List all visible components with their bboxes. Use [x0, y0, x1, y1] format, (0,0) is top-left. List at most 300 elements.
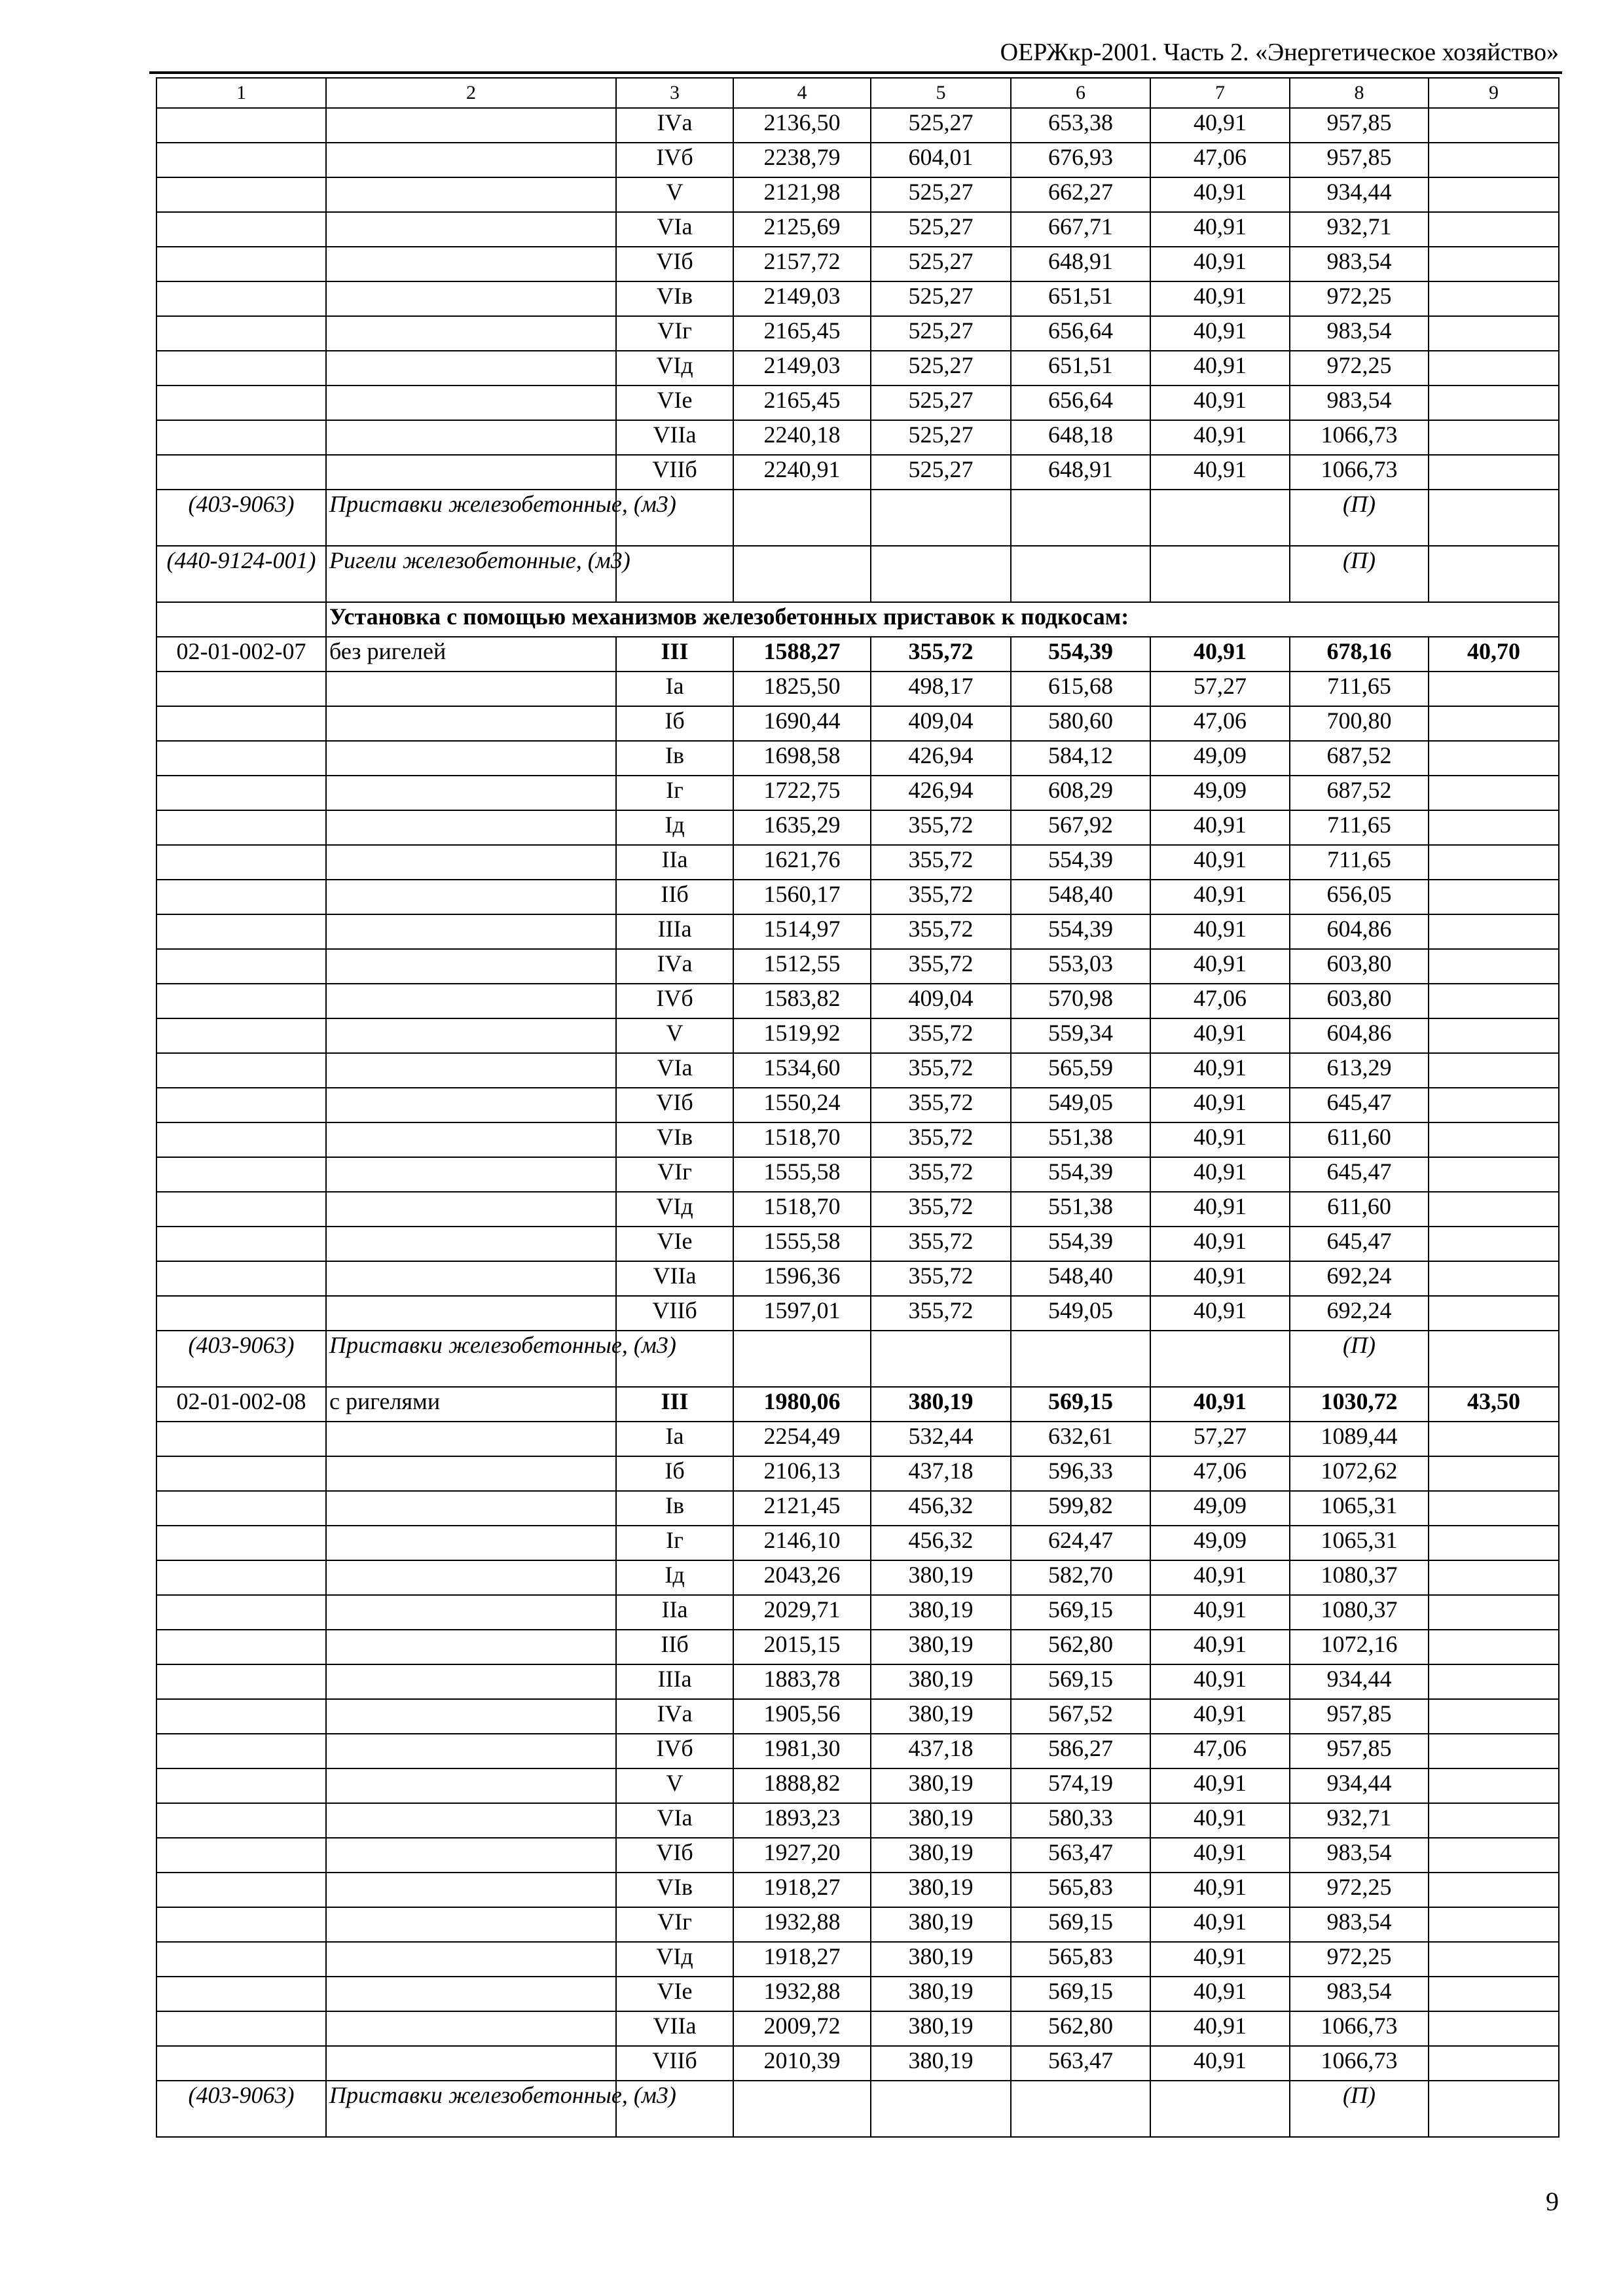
- rate-col6-machines: 615,68: [1011, 672, 1150, 706]
- rate-col7-operators: 40,91: [1150, 2046, 1290, 2081]
- rate-col3-zone: VIа: [616, 212, 733, 247]
- rate-code-cell: [156, 1122, 326, 1157]
- rate-col4-total: 1932,88: [733, 1977, 871, 2011]
- rate-code-cell: [156, 1227, 326, 1261]
- rate-col7-operators: 40,91: [1150, 212, 1290, 247]
- rate-col8-materials: 1080,37: [1290, 1595, 1429, 1630]
- rate-code-cell: [156, 386, 326, 420]
- material-code: (403-9063): [156, 2081, 326, 2137]
- rate-col9-labor: [1429, 1192, 1559, 1227]
- rate-col5-wages: 380,19: [871, 1803, 1011, 1838]
- rate-col6-machines: 667,71: [1011, 212, 1150, 247]
- rate-col9-labor: [1429, 914, 1559, 949]
- rate-col3-zone: Iд: [616, 1560, 733, 1595]
- empty-cell: [871, 2081, 1011, 2137]
- rate-name-cell: [326, 351, 616, 386]
- rate-col3-zone: VIе: [616, 386, 733, 420]
- rate-col6-machines: 569,15: [1011, 1595, 1150, 1630]
- rate-col5-wages: 380,19: [871, 1907, 1011, 1942]
- rate-col6-machines: 549,05: [1011, 1296, 1150, 1331]
- table-row: [156, 143, 1559, 177]
- rate-col4-total: 1905,56: [733, 1699, 871, 1734]
- rate-col7-operators: 40,91: [1150, 1560, 1290, 1595]
- rate-name-cell: [326, 1261, 616, 1296]
- rate-col4-total: 2146,10: [733, 1526, 871, 1560]
- rate-col5-wages: 426,94: [871, 741, 1011, 776]
- empty-cell: [871, 490, 1011, 546]
- rate-col7-operators: 40,91: [1150, 810, 1290, 845]
- rate-col3-zone: IIIа: [616, 1664, 733, 1699]
- rate-col9-labor: [1429, 1977, 1559, 2011]
- rate-col7-operators: 49,09: [1150, 1491, 1290, 1526]
- rate-col8-materials: 645,47: [1290, 1227, 1429, 1261]
- page-header: ОЕРЖкр-2001. Часть 2. «Энергетическое хозяйство»: [1000, 39, 1559, 66]
- rate-col6-machines: 554,39: [1011, 845, 1150, 880]
- rate-col9-labor: [1429, 672, 1559, 706]
- rate-col8-materials: 711,65: [1290, 845, 1429, 880]
- rate-col9-labor: [1429, 1296, 1559, 1331]
- rate-col9-labor: [1429, 1838, 1559, 1873]
- material-row: [156, 1331, 1559, 1387]
- rate-col7-operators: 40,91: [1150, 1387, 1290, 1422]
- rate-col7-operators: 40,91: [1150, 1261, 1290, 1296]
- rate-col7-operators: 40,91: [1150, 420, 1290, 455]
- rate-col6-machines: 582,70: [1011, 1560, 1150, 1595]
- rate-col3-zone: IVб: [616, 1734, 733, 1768]
- rate-col7-operators: 40,91: [1150, 1157, 1290, 1192]
- rate-col4-total: 1560,17: [733, 880, 871, 914]
- material-row: [156, 490, 1559, 546]
- rate-col5-wages: 380,19: [871, 1664, 1011, 1699]
- rate-col7-operators: 47,06: [1150, 706, 1290, 741]
- rate-col4-total: 2043,26: [733, 1560, 871, 1595]
- rate-col6-machines: 554,39: [1011, 637, 1150, 672]
- rate-code-cell: [156, 1595, 326, 1630]
- rate-col3-zone: IIб: [616, 1630, 733, 1664]
- rate-col4-total: 1888,82: [733, 1768, 871, 1803]
- rate-code-cell: [156, 1838, 326, 1873]
- rate-col8-materials: 603,80: [1290, 984, 1429, 1018]
- rate-code-cell: [156, 1491, 326, 1526]
- rate-col6-machines: 608,29: [1011, 776, 1150, 810]
- material-name: Приставки железобетонные, (м3): [326, 2081, 616, 2137]
- rate-col3-zone: V: [616, 1018, 733, 1053]
- rate-col6-machines: 562,80: [1011, 2011, 1150, 2046]
- rate-col5-wages: 525,27: [871, 281, 1011, 316]
- rate-col8-materials: 1080,37: [1290, 1560, 1429, 1595]
- rate-col3-zone: VIг: [616, 1157, 733, 1192]
- rate-col9-labor: [1429, 706, 1559, 741]
- rate-name-cell: [326, 1088, 616, 1122]
- table-row: [156, 1088, 1559, 1122]
- rate-col4-total: 2125,69: [733, 212, 871, 247]
- rate-col6-machines: 569,15: [1011, 1387, 1150, 1422]
- rate-col3-zone: III: [616, 1387, 733, 1422]
- rate-col4-total: 1550,24: [733, 1088, 871, 1122]
- empty-cell: [1429, 1331, 1559, 1387]
- material-code: (403-9063): [156, 1331, 326, 1387]
- rate-col7-operators: 47,06: [1150, 1456, 1290, 1491]
- rate-name-cell: [326, 1296, 616, 1331]
- rate-col9-labor: [1429, 1664, 1559, 1699]
- rate-col4-total: 2106,13: [733, 1456, 871, 1491]
- rate-col6-machines: 569,15: [1011, 1907, 1150, 1942]
- empty-cell: [871, 1331, 1011, 1387]
- rate-col4-total: 1932,88: [733, 1907, 871, 1942]
- rate-col7-operators: 47,06: [1150, 143, 1290, 177]
- rate-col3-zone: IVа: [616, 108, 733, 143]
- rate-col5-wages: 355,72: [871, 914, 1011, 949]
- rate-code-cell: [156, 984, 326, 1018]
- rate-col4-total: 1918,27: [733, 1873, 871, 1907]
- rate-col3-zone: VIIа: [616, 1261, 733, 1296]
- material-col8: (П): [1290, 546, 1429, 602]
- rate-col4-total: 1597,01: [733, 1296, 871, 1331]
- rate-col9-labor: [1429, 1595, 1559, 1630]
- rate-col8-materials: 972,25: [1290, 351, 1429, 386]
- rate-col4-total: 1512,55: [733, 949, 871, 984]
- rate-col4-total: 2238,79: [733, 143, 871, 177]
- rate-code-cell: [156, 1053, 326, 1088]
- rate-code-cell: [156, 741, 326, 776]
- table-row: [156, 637, 1559, 672]
- page-number: 9: [1546, 2187, 1559, 2216]
- rate-col6-machines: 580,60: [1011, 706, 1150, 741]
- rate-code-cell: [156, 212, 326, 247]
- rate-col3-zone: III: [616, 637, 733, 672]
- rate-col8-materials: 656,05: [1290, 880, 1429, 914]
- rate-col6-machines: 548,40: [1011, 880, 1150, 914]
- rate-name-cell: [326, 1526, 616, 1560]
- rate-code-cell: [156, 455, 326, 490]
- rate-col8-materials: 611,60: [1290, 1122, 1429, 1157]
- rate-code-cell: [156, 776, 326, 810]
- rate-col3-zone: VIг: [616, 1907, 733, 1942]
- rate-col6-machines: 554,39: [1011, 1227, 1150, 1261]
- rate-col3-zone: VIд: [616, 1942, 733, 1977]
- table-row: [156, 108, 1559, 143]
- rate-code-cell: [156, 1088, 326, 1122]
- table-row: [156, 1560, 1559, 1595]
- rate-col8-materials: 957,85: [1290, 108, 1429, 143]
- rate-col8-materials: 645,47: [1290, 1157, 1429, 1192]
- rate-col7-operators: 40,91: [1150, 1630, 1290, 1664]
- rate-col6-machines: 656,64: [1011, 316, 1150, 351]
- rate-col4-total: 2015,15: [733, 1630, 871, 1664]
- rate-col4-total: 2009,72: [733, 2011, 871, 2046]
- rate-col7-operators: 40,91: [1150, 845, 1290, 880]
- rates-table: [156, 77, 1559, 2138]
- rate-col4-total: 1621,76: [733, 845, 871, 880]
- rate-name-cell: без ригелей: [326, 637, 616, 672]
- table-row: [156, 212, 1559, 247]
- rate-col9-labor: [1429, 247, 1559, 281]
- rate-col9-labor: [1429, 386, 1559, 420]
- rate-name-cell: [326, 1873, 616, 1907]
- rate-col7-operators: 40,91: [1150, 108, 1290, 143]
- table-row: [156, 1526, 1559, 1560]
- rate-col5-wages: 525,27: [871, 247, 1011, 281]
- rate-col5-wages: 437,18: [871, 1456, 1011, 1491]
- rate-col3-zone: IIа: [616, 845, 733, 880]
- table-row: [156, 1734, 1559, 1768]
- rate-col6-machines: 570,98: [1011, 984, 1150, 1018]
- rate-code-cell: [156, 880, 326, 914]
- rate-col6-machines: 554,39: [1011, 914, 1150, 949]
- rate-code-cell: [156, 1296, 326, 1331]
- rate-code-cell: [156, 1768, 326, 1803]
- rate-col9-labor: [1429, 1422, 1559, 1456]
- rate-col9-labor: [1429, 1261, 1559, 1296]
- rate-code-cell: [156, 706, 326, 741]
- rate-col3-zone: VIг: [616, 316, 733, 351]
- rate-code-cell: [156, 316, 326, 351]
- rate-col6-machines: 565,83: [1011, 1942, 1150, 1977]
- empty-cell: [1150, 2081, 1290, 2137]
- rate-col8-materials: 1089,44: [1290, 1422, 1429, 1456]
- rate-name-cell: [326, 1907, 616, 1942]
- rate-name-cell: [326, 1122, 616, 1157]
- rate-name-cell: [326, 281, 616, 316]
- rate-code-cell: 02-01-002-07: [156, 637, 326, 672]
- table-row: [156, 1491, 1559, 1526]
- rate-col4-total: 1519,92: [733, 1018, 871, 1053]
- column-number: 7: [1150, 78, 1290, 108]
- rate-col7-operators: 40,91: [1150, 1907, 1290, 1942]
- header-rule: [149, 71, 1562, 74]
- rate-name-cell: [326, 1192, 616, 1227]
- rate-col9-labor: [1429, 455, 1559, 490]
- rate-col7-operators: 40,91: [1150, 949, 1290, 984]
- rate-col5-wages: 355,72: [871, 1192, 1011, 1227]
- rate-col6-machines: 567,92: [1011, 810, 1150, 845]
- rate-col7-operators: 40,91: [1150, 1873, 1290, 1907]
- table-row: [156, 741, 1559, 776]
- rate-code-cell: [156, 177, 326, 212]
- rate-col7-operators: 40,91: [1150, 637, 1290, 672]
- rate-col9-labor: [1429, 2011, 1559, 2046]
- rate-col6-machines: 569,15: [1011, 1977, 1150, 2011]
- column-number: 4: [733, 78, 871, 108]
- rate-col8-materials: 934,44: [1290, 1664, 1429, 1699]
- rate-col5-wages: 355,72: [871, 1227, 1011, 1261]
- rate-name-cell: [326, 1734, 616, 1768]
- rate-col4-total: 1981,30: [733, 1734, 871, 1768]
- rate-col6-machines: 559,34: [1011, 1018, 1150, 1053]
- rate-col5-wages: 456,32: [871, 1526, 1011, 1560]
- rate-col3-zone: IVа: [616, 949, 733, 984]
- empty-cell: [733, 2081, 871, 2137]
- empty-cell: [156, 602, 326, 637]
- rate-col9-labor: [1429, 1491, 1559, 1526]
- table-row: [156, 1192, 1559, 1227]
- rate-col7-operators: 57,27: [1150, 672, 1290, 706]
- rate-col8-materials: 934,44: [1290, 1768, 1429, 1803]
- rate-col3-zone: VIе: [616, 1227, 733, 1261]
- table-row: [156, 2046, 1559, 2081]
- material-col8: (П): [1290, 1331, 1429, 1387]
- rate-code-cell: [156, 1157, 326, 1192]
- rate-col7-operators: 57,27: [1150, 1422, 1290, 1456]
- rate-col7-operators: 40,91: [1150, 1018, 1290, 1053]
- rate-col6-machines: 563,47: [1011, 2046, 1150, 2081]
- rate-col6-machines: 648,91: [1011, 247, 1150, 281]
- rate-name-cell: [326, 845, 616, 880]
- rate-name-cell: [326, 776, 616, 810]
- rate-name-cell: [326, 1595, 616, 1630]
- empty-cell: [733, 1331, 871, 1387]
- rate-col5-wages: 525,27: [871, 351, 1011, 386]
- rate-col8-materials: 603,80: [1290, 949, 1429, 984]
- rate-col9-labor: [1429, 1227, 1559, 1261]
- material-name: Ригели железобетонные, (м3): [326, 546, 616, 602]
- rate-name-cell: с ригелями: [326, 1387, 616, 1422]
- rate-col6-machines: 565,83: [1011, 1873, 1150, 1907]
- rate-col8-materials: 1072,62: [1290, 1456, 1429, 1491]
- column-number: 2: [326, 78, 616, 108]
- rate-name-cell: [326, 2046, 616, 2081]
- rate-col8-materials: 983,54: [1290, 386, 1429, 420]
- rate-col4-total: 2010,39: [733, 2046, 871, 2081]
- rate-name-cell: [326, 949, 616, 984]
- rate-col7-operators: 47,06: [1150, 984, 1290, 1018]
- rate-col7-operators: 40,91: [1150, 1699, 1290, 1734]
- rate-col7-operators: 40,91: [1150, 386, 1290, 420]
- rate-col9-labor: [1429, 212, 1559, 247]
- column-number: 6: [1011, 78, 1150, 108]
- rate-col6-machines: 662,27: [1011, 177, 1150, 212]
- rate-col3-zone: IIIа: [616, 914, 733, 949]
- table-row: [156, 1456, 1559, 1491]
- rate-col5-wages: 380,19: [871, 2011, 1011, 2046]
- rate-col8-materials: 1065,31: [1290, 1526, 1429, 1560]
- rate-col4-total: 2165,45: [733, 316, 871, 351]
- rate-col4-total: 1635,29: [733, 810, 871, 845]
- rate-col4-total: 1927,20: [733, 1838, 871, 1873]
- rate-col6-machines: 551,38: [1011, 1192, 1150, 1227]
- rate-col4-total: 2240,18: [733, 420, 871, 455]
- rate-col4-total: 1722,75: [733, 776, 871, 810]
- rate-name-cell: [326, 914, 616, 949]
- rate-col9-labor: [1429, 1053, 1559, 1088]
- rate-name-cell: [326, 420, 616, 455]
- rate-name-cell: [326, 177, 616, 212]
- rate-name-cell: [326, 741, 616, 776]
- rate-code-cell: [156, 1803, 326, 1838]
- table-row: [156, 351, 1559, 386]
- rate-col3-zone: Iв: [616, 741, 733, 776]
- rate-col8-materials: 983,54: [1290, 316, 1429, 351]
- rate-col3-zone: VIб: [616, 1838, 733, 1873]
- rate-col8-materials: 957,85: [1290, 1734, 1429, 1768]
- table-row: [156, 281, 1559, 316]
- rate-col8-materials: 692,24: [1290, 1261, 1429, 1296]
- rate-col9-labor: [1429, 1907, 1559, 1942]
- rate-col7-operators: 40,91: [1150, 2011, 1290, 2046]
- rate-col8-materials: 604,86: [1290, 914, 1429, 949]
- rate-col5-wages: 525,27: [871, 177, 1011, 212]
- rate-col8-materials: 983,54: [1290, 1977, 1429, 2011]
- rate-col7-operators: 40,91: [1150, 1296, 1290, 1331]
- rate-col8-materials: 687,52: [1290, 776, 1429, 810]
- rate-col8-materials: 678,16: [1290, 637, 1429, 672]
- rate-name-cell: [326, 212, 616, 247]
- column-number: 3: [616, 78, 733, 108]
- rate-col9-labor: [1429, 1157, 1559, 1192]
- table-row: [156, 672, 1559, 706]
- section-title: Установка с помощью механизмов железобетонных приставок к подкосам:: [326, 602, 1559, 637]
- rate-col5-wages: 380,19: [871, 1595, 1011, 1630]
- rate-col5-wages: 355,72: [871, 1157, 1011, 1192]
- rate-col8-materials: 934,44: [1290, 177, 1429, 212]
- rate-name-cell: [326, 1699, 616, 1734]
- rate-col6-machines: 554,39: [1011, 1157, 1150, 1192]
- rate-col9-labor: 43,50: [1429, 1387, 1559, 1422]
- rate-name-cell: [326, 386, 616, 420]
- table-row: [156, 316, 1559, 351]
- rate-name-cell: [326, 1018, 616, 1053]
- rate-col5-wages: 380,19: [871, 2046, 1011, 2081]
- rate-col6-machines: 565,59: [1011, 1053, 1150, 1088]
- material-col8: (П): [1290, 2081, 1429, 2137]
- rate-col6-machines: 563,47: [1011, 1838, 1150, 1873]
- rate-code-cell: [156, 1422, 326, 1456]
- rate-code-cell: [156, 351, 326, 386]
- rate-code-cell: [156, 1630, 326, 1664]
- rate-col8-materials: 1066,73: [1290, 455, 1429, 490]
- table-row: [156, 914, 1559, 949]
- empty-cell: [616, 546, 733, 602]
- rate-col7-operators: 40,91: [1150, 1595, 1290, 1630]
- rate-col7-operators: 40,91: [1150, 281, 1290, 316]
- rate-col7-operators: 40,91: [1150, 1942, 1290, 1977]
- rate-name-cell: [326, 1491, 616, 1526]
- rate-col4-total: 1825,50: [733, 672, 871, 706]
- rate-name-cell: [326, 1942, 616, 1977]
- table-row: [156, 1296, 1559, 1331]
- rate-col8-materials: 957,85: [1290, 1699, 1429, 1734]
- column-number: 1: [156, 78, 326, 108]
- rate-code-cell: [156, 1699, 326, 1734]
- empty-cell: [1011, 490, 1150, 546]
- rate-col4-total: 2149,03: [733, 351, 871, 386]
- rate-col4-total: 2240,91: [733, 455, 871, 490]
- rate-col6-machines: 584,12: [1011, 741, 1150, 776]
- rate-col6-machines: 574,19: [1011, 1768, 1150, 1803]
- column-numbers-row: [156, 78, 1559, 108]
- empty-cell: [1150, 546, 1290, 602]
- rate-col5-wages: 355,72: [871, 1261, 1011, 1296]
- rate-col5-wages: 532,44: [871, 1422, 1011, 1456]
- rate-code-cell: [156, 810, 326, 845]
- rate-col7-operators: 40,91: [1150, 1838, 1290, 1873]
- rate-col8-materials: 711,65: [1290, 810, 1429, 845]
- material-code: (440-9124-001): [156, 546, 326, 602]
- rate-col8-materials: 983,54: [1290, 247, 1429, 281]
- rate-col9-labor: [1429, 108, 1559, 143]
- column-number: 8: [1290, 78, 1429, 108]
- rate-col3-zone: Iа: [616, 1422, 733, 1456]
- rate-col6-machines: 653,38: [1011, 108, 1150, 143]
- table-row: [156, 1422, 1559, 1456]
- rate-col6-machines: 548,40: [1011, 1261, 1150, 1296]
- rate-code-cell: [156, 420, 326, 455]
- rate-col3-zone: VIв: [616, 281, 733, 316]
- rate-col7-operators: 40,91: [1150, 880, 1290, 914]
- rate-col6-machines: 569,15: [1011, 1664, 1150, 1699]
- rate-col4-total: 1918,27: [733, 1942, 871, 1977]
- rate-code-cell: [156, 672, 326, 706]
